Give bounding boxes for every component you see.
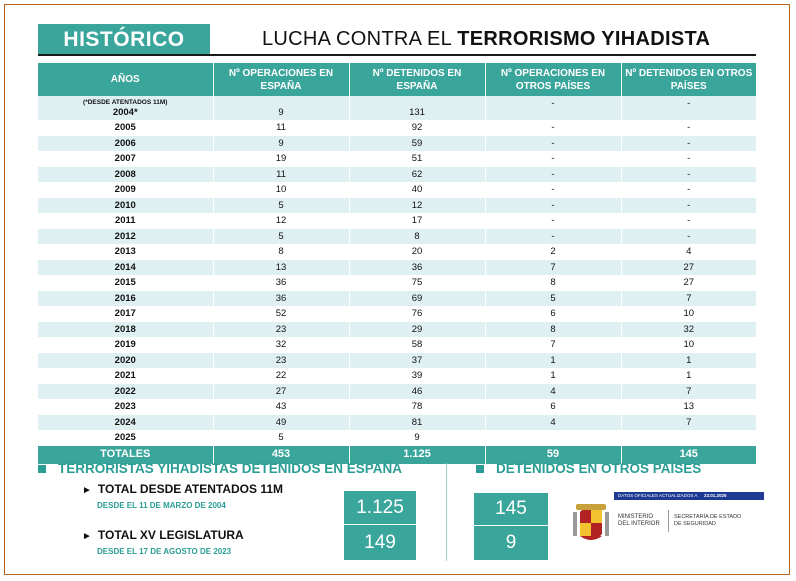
secretariat-line1: SECRETARÍA DE ESTADO: [674, 514, 742, 520]
history-table: [38, 63, 756, 464]
col-header-years: AÑOS: [38, 63, 213, 96]
cell-ops-spain: 23: [213, 353, 349, 369]
triangle-right-icon: ►: [82, 485, 92, 496]
cell-arrests-abroad: 13: [621, 399, 756, 415]
cell-ops-spain: 11: [213, 167, 349, 183]
table-row: [38, 213, 756, 229]
cell-year: 2015: [38, 275, 213, 291]
cell-year: 2011: [38, 213, 213, 229]
cell-arrests-abroad: -: [621, 198, 756, 214]
cell-year: 2007: [38, 151, 213, 167]
cell-ops-abroad: -: [485, 198, 621, 214]
cell-arrests-spain: 62: [349, 167, 485, 183]
cell-year: 2006: [38, 136, 213, 152]
totals-cell-ops-spain: 453: [213, 446, 349, 464]
cell-year: 2017: [38, 306, 213, 322]
totals-label: TOTALES: [38, 446, 213, 464]
cell-arrests-spain: 8: [349, 229, 485, 245]
table-row: [38, 399, 756, 415]
table-row: [38, 244, 756, 260]
triangle-right-icon: ►: [82, 531, 92, 542]
cell-year: 2025: [38, 430, 213, 446]
table-row: [38, 96, 756, 120]
cell-arrests-spain: 58: [349, 337, 485, 353]
cell-arrests-spain: 75: [349, 275, 485, 291]
title-bold: TERRORISMO YIHADISTA: [457, 28, 711, 50]
ministry-secretariat: [674, 514, 741, 528]
table-row: [38, 151, 756, 167]
cell-ops-spain: 23: [213, 322, 349, 338]
cell-arrests-spain: 78: [349, 399, 485, 415]
cell-arrests-abroad: 7: [621, 415, 756, 431]
cell-ops-abroad: [485, 430, 621, 446]
cell-arrests-abroad: 1: [621, 368, 756, 384]
cell-arrests-abroad: 10: [621, 337, 756, 353]
title-plain: LUCHA CONTRA EL: [262, 28, 458, 50]
ministry-name-line1: MINISTERIO: [618, 514, 654, 520]
cell-arrests-spain: 40: [349, 182, 485, 198]
cell-year: 2005: [38, 120, 213, 136]
update-date: 23.01.2025: [704, 493, 727, 498]
table-row: [38, 291, 756, 307]
total-legislature-text: TOTAL XV LEGISLATURA: [97, 528, 244, 542]
cell-ops-abroad: 6: [485, 306, 621, 322]
abroad-heading-text: DETENIDOS EN OTROS PAÍSES: [496, 461, 702, 476]
cell-ops-spain: 9: [213, 96, 349, 120]
cell-year: 2012: [38, 229, 213, 245]
cell-year: 2014: [38, 260, 213, 276]
cell-ops-abroad: 7: [485, 260, 621, 276]
cell-arrests-abroad: 4: [621, 244, 756, 260]
coat-of-arms-icon: [570, 502, 612, 544]
cell-ops-spain: 5: [213, 198, 349, 214]
cell-year: 2010: [38, 198, 213, 214]
cell-ops-spain: 36: [213, 291, 349, 307]
cell-ops-abroad: -: [485, 136, 621, 152]
table-row: [38, 368, 756, 384]
cell-year: 2019: [38, 337, 213, 353]
spain-section-heading: [38, 461, 402, 476]
cell-arrests-spain: 9: [349, 430, 485, 446]
table-row: [38, 353, 756, 369]
abroad-legislature-value-box: 9: [474, 526, 548, 560]
col-header-arrests-abroad: Nº DETENIDOS EN OTROS PAÍSES: [621, 63, 756, 96]
table-row: [38, 275, 756, 291]
cell-year: 2022: [38, 384, 213, 400]
cell-ops-abroad: -: [485, 120, 621, 136]
table-row: [38, 198, 756, 214]
cell-ops-spain: 11: [213, 120, 349, 136]
cell-year: 2020: [38, 353, 213, 369]
spain-legislature-value-box: 149: [344, 525, 416, 560]
cell-arrests-spain: 36: [349, 260, 485, 276]
cell-arrests-spain: 92: [349, 120, 485, 136]
cell-ops-abroad: -: [485, 151, 621, 167]
cell-year: 2009: [38, 182, 213, 198]
table-row: [38, 306, 756, 322]
cell-ops-abroad: 8: [485, 275, 621, 291]
cell-year: 2018: [38, 322, 213, 338]
table-body: [38, 96, 756, 464]
cell-ops-spain: 22: [213, 368, 349, 384]
cell-ops-spain: 32: [213, 337, 349, 353]
table-row: [38, 337, 756, 353]
cell-ops-abroad: -: [485, 167, 621, 183]
cell-ops-spain: 8: [213, 244, 349, 260]
cell-arrests-abroad: -: [621, 96, 756, 120]
ministry-separator: [668, 510, 669, 532]
cell-year: 2021: [38, 368, 213, 384]
spain-heading-text: TERRORISTAS YIHADISTAS DETENIDOS EN ESPAÑA: [58, 461, 403, 476]
ministry-name: [618, 514, 660, 528]
cell-arrests-abroad: 1: [621, 353, 756, 369]
cell-ops-abroad: 6: [485, 399, 621, 415]
col-header-arrests-spain: Nº DETENIDOS EN ESPAÑA: [349, 63, 485, 96]
cell-ops-abroad: 4: [485, 384, 621, 400]
historico-badge: HISTÓRICO: [38, 24, 210, 56]
cell-arrests-abroad: 10: [621, 306, 756, 322]
cell-arrests-abroad: -: [621, 120, 756, 136]
cell-arrests-abroad: -: [621, 167, 756, 183]
first-row-note: (*DESDE ATENTADOS 11M): [83, 99, 168, 106]
table-header-row: [38, 63, 756, 96]
total-since-11m-text: TOTAL DESDE ATENTADOS 11M: [97, 482, 284, 496]
cell-ops-abroad: -: [485, 229, 621, 245]
cell-year: 2013: [38, 244, 213, 260]
cell-ops-spain: 19: [213, 151, 349, 167]
table-row: [38, 322, 756, 338]
cell-arrests-spain: 17: [349, 213, 485, 229]
cell-arrests-spain: 76: [349, 306, 485, 322]
title-underline: [38, 54, 756, 56]
cell-arrests-spain: 81: [349, 415, 485, 431]
spain-total-value-box: 1.125: [344, 491, 416, 525]
cell-ops-spain: 10: [213, 182, 349, 198]
cell-ops-spain: 9: [213, 136, 349, 152]
table-row: [38, 415, 756, 431]
total-since-11m-label: [82, 482, 283, 496]
cell-ops-abroad: -: [485, 213, 621, 229]
cell-arrests-abroad: 7: [621, 291, 756, 307]
cell-ops-spain: 5: [213, 430, 349, 446]
cell-ops-abroad: 1: [485, 353, 621, 369]
cell-ops-abroad: 5: [485, 291, 621, 307]
cell-ops-abroad: 4: [485, 415, 621, 431]
cell-arrests-spain: 29: [349, 322, 485, 338]
table-row: [38, 229, 756, 245]
cell-ops-abroad: -: [485, 182, 621, 198]
cell-arrests-spain: 37: [349, 353, 485, 369]
cell-ops-spain: 13: [213, 260, 349, 276]
total-since-11m-sub: DESDE EL 11 DE MARZO DE 2004: [97, 501, 226, 510]
cell-year: 2016: [38, 291, 213, 307]
cell-arrests-spain: 20: [349, 244, 485, 260]
page-title: [262, 28, 710, 51]
cell-ops-abroad: 8: [485, 322, 621, 338]
cell-year: 2023: [38, 399, 213, 415]
total-legislature-label: [82, 528, 244, 542]
cell-year-text: 2004*: [112, 107, 138, 118]
table-row: [38, 384, 756, 400]
cell-arrests-abroad: 27: [621, 260, 756, 276]
cell-ops-spain: 43: [213, 399, 349, 415]
cell-arrests-abroad: -: [621, 213, 756, 229]
bullet-square-icon: [38, 465, 46, 473]
cell-arrests-abroad: 32: [621, 322, 756, 338]
ministry-name-line2: DEL INTERIOR: [618, 521, 660, 527]
cell-arrests-spain: 39: [349, 368, 485, 384]
bullet-square-icon: [476, 465, 484, 473]
cell-arrests-spain: 131: [349, 96, 485, 120]
update-bar: [614, 492, 764, 500]
cell-arrests-abroad: -: [621, 182, 756, 198]
col-header-ops-abroad: Nº OPERACIONES EN OTROS PAÍSES: [485, 63, 621, 96]
table-row: [38, 136, 756, 152]
cell-ops-spain: 49: [213, 415, 349, 431]
cell-arrests-abroad: -: [621, 136, 756, 152]
cell-arrests-spain: 69: [349, 291, 485, 307]
cell-ops-abroad: 7: [485, 337, 621, 353]
cell-arrests-abroad: 7: [621, 384, 756, 400]
table-row: [38, 120, 756, 136]
cell-year: 2024: [38, 415, 213, 431]
cell-arrests-spain: 59: [349, 136, 485, 152]
totals-cell-arrests-spain: 1.125: [349, 446, 485, 464]
cell-ops-spain: 36: [213, 275, 349, 291]
table-row: [38, 260, 756, 276]
cell-ops-spain: 52: [213, 306, 349, 322]
abroad-section-heading: [476, 461, 701, 476]
cell-arrests-abroad: [621, 430, 756, 446]
cell-arrests-abroad: -: [621, 229, 756, 245]
cell-ops-spain: 12: [213, 213, 349, 229]
cell-year: 2008: [38, 167, 213, 183]
cell-arrests-spain: 51: [349, 151, 485, 167]
cell-arrests-spain: 46: [349, 384, 485, 400]
cell-ops-abroad: 2: [485, 244, 621, 260]
cell-arrests-spain: 12: [349, 198, 485, 214]
abroad-total-value-box: 145: [474, 493, 548, 526]
cell-arrests-abroad: -: [621, 151, 756, 167]
totals-cell-arrests-abroad: 145: [621, 446, 756, 464]
table-row: [38, 167, 756, 183]
cell-ops-abroad: -: [485, 96, 621, 120]
table-row: [38, 430, 756, 446]
secretariat-line2: DE SEGURIDAD: [674, 521, 716, 527]
update-label: DATOS OFICIALES ACTUALIZADOS A: [618, 493, 698, 498]
total-legislature-sub: DESDE EL 17 DE AGOSTO DE 2023: [97, 547, 232, 556]
col-header-ops-spain: Nº OPERACIONES EN ESPAÑA: [213, 63, 349, 96]
cell-ops-abroad: 1: [485, 368, 621, 384]
section-divider: [446, 463, 447, 561]
totals-cell-ops-abroad: 59: [485, 446, 621, 464]
cell-year: [38, 96, 213, 120]
ministry-logo-block: [568, 488, 768, 548]
cell-ops-spain: 27: [213, 384, 349, 400]
cell-arrests-abroad: 27: [621, 275, 756, 291]
cell-ops-spain: 5: [213, 229, 349, 245]
table-row: [38, 182, 756, 198]
